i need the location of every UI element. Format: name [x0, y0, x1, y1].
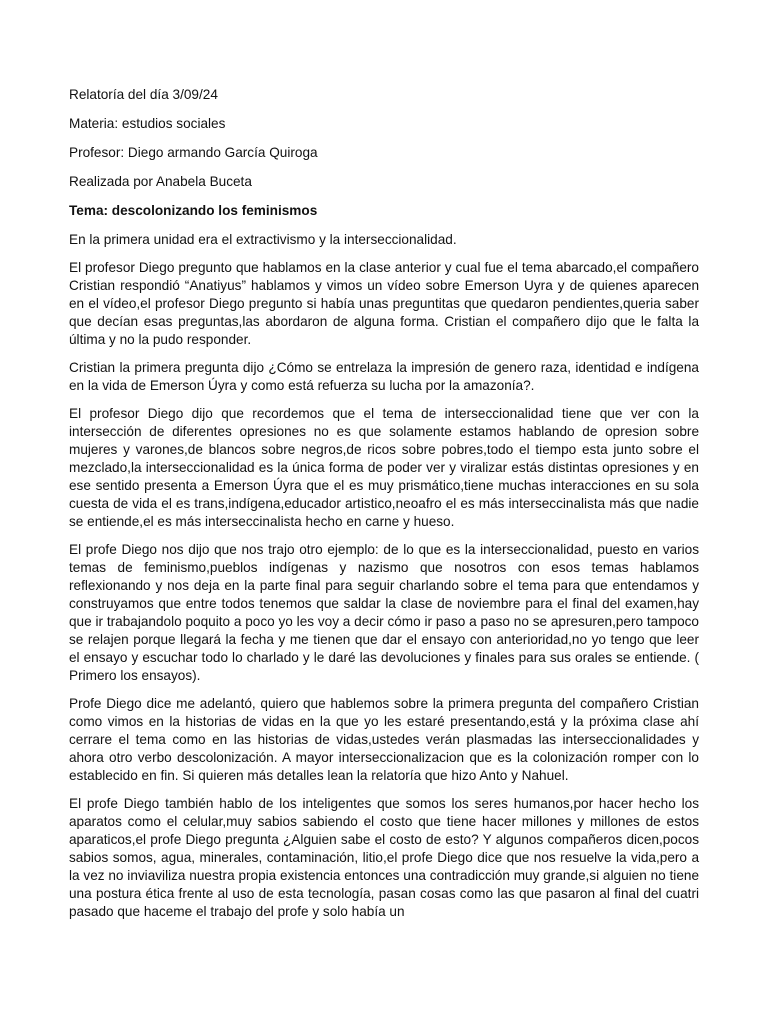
paragraph-5: El profe Diego nos dijo que nos trajo otro ejemplo: de lo que es la interseccionalidad, puesto en varios temas de feminismo,pueblos indígenas y nazismo que nosotros con esos temas hablamos reflexionando y nos deja en la parte final para seguir charlando sobre el tema para que entendamos y construyamos que entre todos tenemos que saldar la clase de noviembre para el final del examen,hay que ir trabajandolo poquito a poco yo les voy a decir cómo ir paso a paso no se apresuren,pero tampoco se relajen porque llegará la fecha y me tienen que dar el ensayo con anterioridad,no yo tengo que leer el ensayo y escuchar todo lo charlado y le daré las devoluciones y finales para sus orales se entiende. ( Primero los ensayos).	[69, 542, 699, 683]
paragraph-4: El profesor Diego dijo que recordemos que el tema de interseccionalidad tiene que ver con la intersección de diferentes opresiones no es que solamente estamos hablando de opresion sobre mujeres y varones,de blancos sobre negros,de ricos sobre pobres,todo el tiempo esta junto sobre el mezclado,la interseccionalidad es la única forma de poder ver y viralizar estás distintas opresiones y en ese sentido presenta a Emerson Úyra que el es muy prismático,tiene muchas interacciones en su sola cuesta de vida el es trans,indígena,educador artistico,neoafro el es más interseccinalista más que nadie se entiende,el es más interseccinalista hecho en carne y hueso.	[69, 406, 699, 529]
document-body	[69, 86, 699, 931]
report-date-line: Relatoría del día 3/09/24	[69, 87, 218, 102]
teacher-line: Profesor: Diego armando García Quiroga	[69, 145, 318, 160]
subject-line: Materia: estudios sociales	[69, 116, 226, 131]
paragraph-1: En la primera unidad era el extractivismo y la interseccionalidad.	[69, 232, 457, 247]
paragraph-7: El profe Diego también hablo de los inteligentes que somos los seres humanos,por hacer hecho los aparatos como el celular,muy sabios sabiendo el costo que tiene hacer millones y millones de estos aparaticos,el profe Diego pregunta ¿Alguien sabe el costo de esto? Y algunos compañeros dicen,pocos sabios somos, agua, minerales, contaminación, litio,el profe Diego dice que nos resuelve la vida,pero a la vez no inviaviliza nuestra propia existencia entonces una contradicción muy grande,si alguien no tiene una postura ética frente al uso de esta tecnología, pasan cosas como las que pasaron al final del cuatri pasado que haceme el trabajo del profe y solo había un	[69, 796, 699, 919]
paragraph-3: Cristian la primera pregunta dijo ¿Cómo se entrelaza la impresión de genero raza, identidad e indígena en la vida de Emerson Úyra y como está refuerza su lucha por la amazonía?.	[69, 360, 699, 393]
author-line: Realizada por Anabela Buceta	[69, 174, 252, 189]
paragraph-6: Profe Diego dice me adelantó, quiero que hablemos sobre la primera pregunta del compañero Cristian como vimos en la historias de vidas en la que yo les estaré presentando,está y la próxima clase ahí cerrare el tema como en las historias de vidas,ustedes verán plasmadas las interseccionalidades y ahora otro verbo descolonización. A mayor interseccionalizacion que es la colonización romper con lo establecido en fin. Si quieren más detalles lean la relatoría que hizo Anto y Nahuel.	[69, 696, 699, 783]
topic-heading: Tema: descolonizando los feminismos	[69, 203, 318, 218]
paragraph-2: El profesor Diego pregunto que hablamos en la clase anterior y cual fue el tema abarcado,el compañero Cristian respondió “Anatiyus” hablamos y vimos un vídeo sobre Emerson Uyra y de quienes aparecen en el vídeo,el profesor Diego pregunto si había unas preguntitas que quedaron pendientes,queria saber que decían esas preguntas,las abordaron de alguna forma. Cristian el compañero dijo que le falta la última y no la pudo responder.	[69, 260, 699, 347]
